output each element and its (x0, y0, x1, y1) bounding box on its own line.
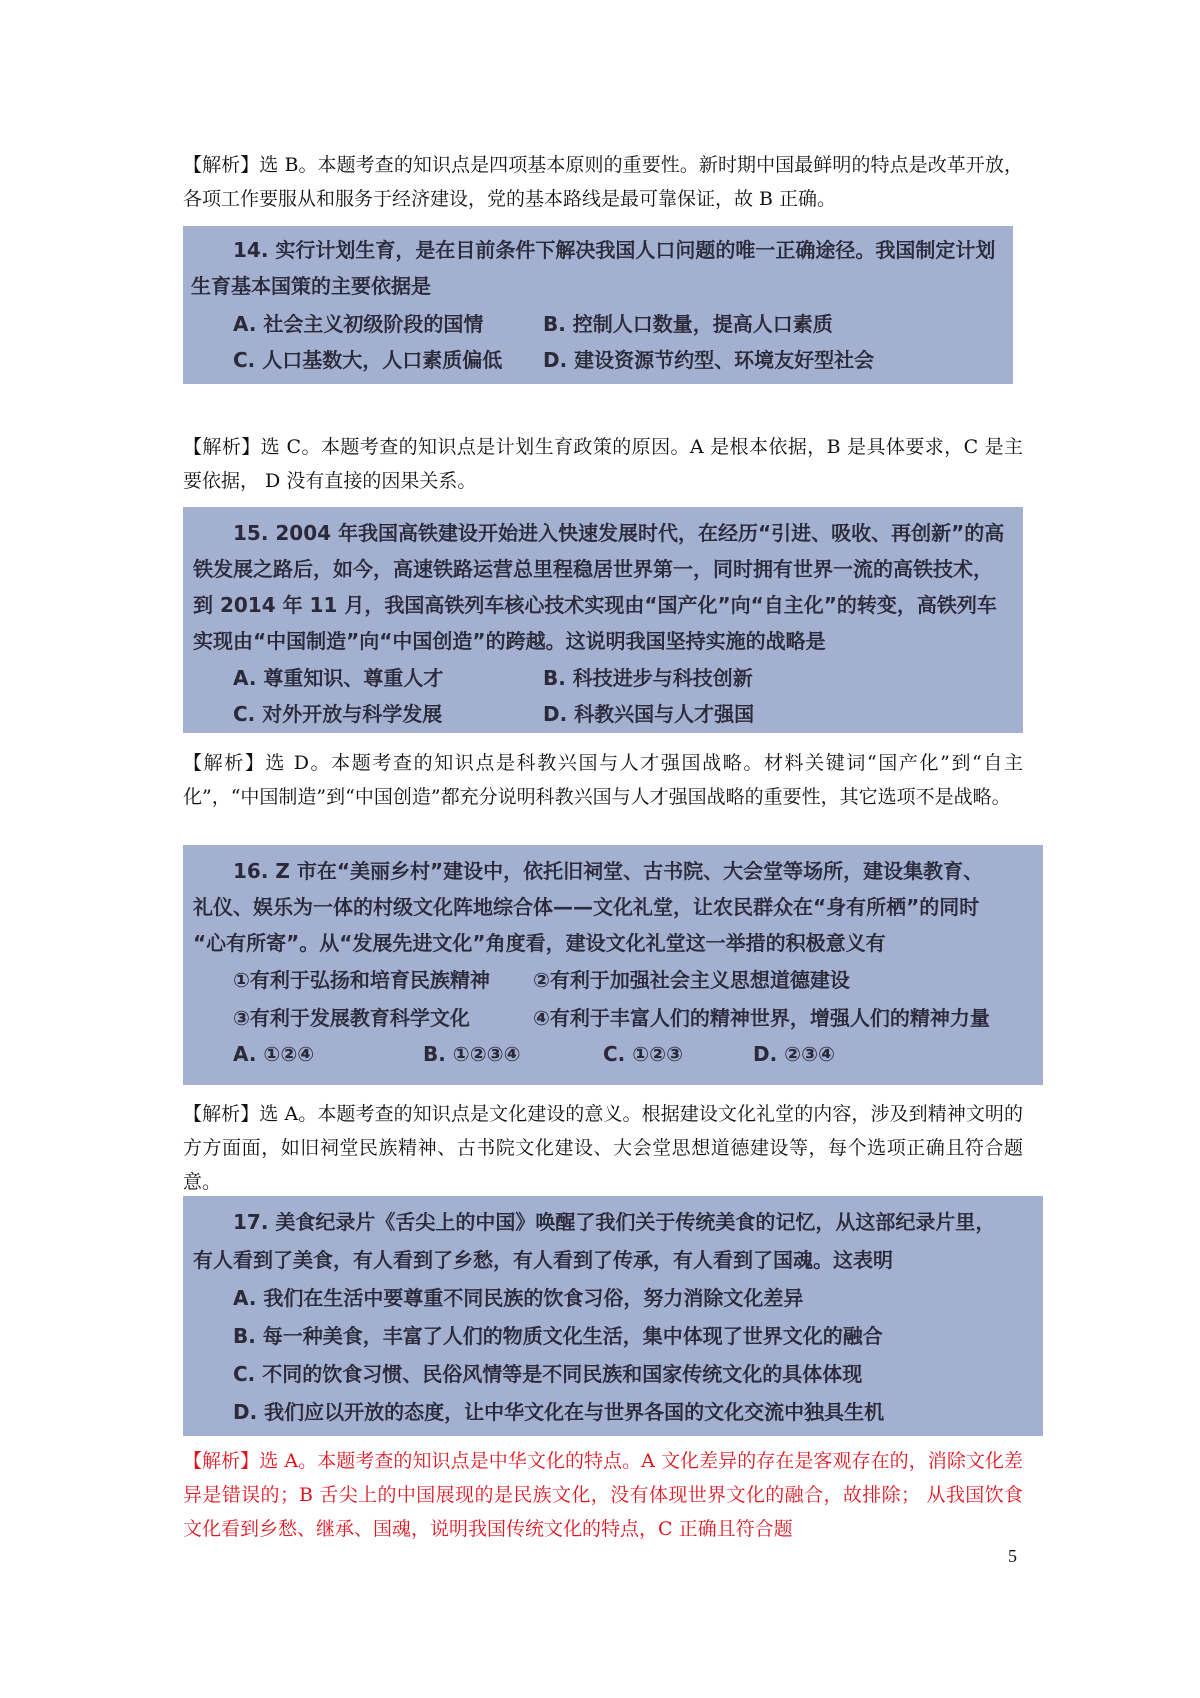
analysis-16: 【解析】选 A。本题考查的知识点是文化建设的意义。根据建设文化礼堂的内容，涉及到精神文明的方方面面，如旧祠堂民族精神、古书院文化建设、大会堂思想道德建设等，每个选项正确且符合题意。 (183, 1103, 1023, 1193)
q16-option-a: A. ①②④ (233, 1042, 315, 1066)
q16-item-3: ③有利于发展教育科学文化 (233, 1006, 470, 1030)
q14-option-a: A. 社会主义初级阶段的国情 (233, 312, 484, 336)
analysis-14: 【解析】选 C。本题考查的知识点是计划生育政策的原因。A 是根本依据，B 是具体要求，C 是主要依据， D 没有直接的因果关系。 (183, 436, 1023, 492)
q16-item-4: ④有利于丰富人们的精神世界，增强人们的精神力量 (533, 1006, 990, 1030)
q16-item-1: ①有利于弘扬和培育民族精神 (233, 968, 490, 992)
q16-stem-line-2: 礼仪、娱乐为一体的村级文化阵地综合体——文化礼堂，让农民群众在“身有所栖”的同时 (193, 895, 980, 919)
q15-stem-line-3: 到 2014 年 11 月，我国高铁列车核心技术实现由“国产化”向“自主化”的转变，高铁列车 (193, 593, 997, 617)
q15-option-d: D. 科教兴国与人才强国 (543, 702, 755, 726)
q16-stem-line-3: “心有所寄”。从“发展先进文化”角度看，建设文化礼堂这一举措的积极意义有 (193, 931, 886, 955)
q16-option-d: D. ②③④ (753, 1042, 835, 1066)
q14-option-b: B. 控制人口数量，提高人口素质 (543, 312, 833, 336)
q14-option-c: C. 人口基数大，人口素质偏低 (233, 348, 503, 372)
q15-stem-line-4: 实现由“中国制造”向“中国创造”的跨越。这说明我国坚持实施的战略是 (193, 629, 826, 653)
q15-stem-line-2: 铁发展之路后，如今，高速铁路运营总里程稳居世界第一，同时拥有世界一流的高铁技术， (193, 557, 993, 581)
question-17-scan (183, 1196, 1043, 1436)
q17-option-a: A. 我们在生活中要尊重不同民族的饮食习俗，努力消除文化差异 (233, 1286, 804, 1310)
q17-stem-line-1: 17. 美食纪录片《舌尖上的中国》唤醒了我们关于传统美食的记忆，从这部纪录片里， (233, 1210, 996, 1234)
q17-option-b: B. 每一种美食，丰富了人们的物质文化生活，集中体现了世界文化的融合 (233, 1324, 883, 1348)
q16-item-2: ②有利于加强社会主义思想道德建设 (533, 968, 850, 992)
analysis-15: 【解析】选 D。本题考查的知识点是科教兴国与人才强国战略。材料关键词“国产化”到“自主化”，“中国制造”到“中国创造”都充分说明科教兴国与人才强国战略的重要性，其它选项不是战略。 (183, 752, 1023, 808)
q16-stem-line-1: 16. Z 市在“美丽乡村”建设中，依托旧祠堂、古书院、大会堂等场所，建设集教育、 (233, 859, 984, 883)
q14-stem-line-2: 生育基本国策的主要依据是 (191, 274, 431, 298)
analysis-13: 【解析】选 B。本题考查的知识点是四项基本原则的重要性。新时期中国最鲜明的特点是改革开放，各项工作要服从和服务于经济建设，党的基本路线是最可靠保证，故 B 正确。 (183, 154, 1023, 210)
q15-option-a: A. 尊重知识、尊重人才 (233, 666, 444, 690)
question-16-scan (183, 845, 1043, 1085)
q15-option-c: C. 对外开放与科学发展 (233, 702, 443, 726)
question-15-scan (183, 507, 1023, 733)
q17-option-d: D. 我们应以开放的态度，让中华文化在与世界各国的文化交流中独具生机 (233, 1400, 885, 1424)
page-number: 5 (1008, 1546, 1017, 1566)
q14-stem-line-1: 14. 实行计划生育，是在目前条件下解决我国人口问题的唯一正确途径。我国制定计划 (233, 238, 996, 262)
q15-stem-line-1: 15. 2004 年我国高铁建设开始进入快速发展时代，在经历“引进、吸收、再创新”的高 (233, 521, 1005, 545)
q16-option-c: C. ①②③ (603, 1042, 684, 1066)
q17-option-c: C. 不同的饮食习惯、民俗风情等是不同民族和国家传统文化的具体体现 (233, 1362, 863, 1386)
q16-option-b: B. ①②③④ (423, 1042, 521, 1066)
q14-option-d: D. 建设资源节约型、环境友好型社会 (543, 348, 875, 372)
analysis-17: 【解析】选 A。本题考查的知识点是中华文化的特点。A 文化差异的存在是客观存在的，消除文化差异是错误的；B 舌尖上的中国展现的是民族文化，没有体现世界文化的融合，故排除； 从我国饮食文化看到乡愁、继承、国魂，说明我国传统文化的特点，C 正确且符合题 (183, 1450, 1023, 1540)
q17-stem-line-2: 有人看到了美食，有人看到了乡愁，有人看到了传承，有人看到了国魂。这表明 (193, 1248, 893, 1272)
question-14-scan (183, 226, 1013, 384)
q15-option-b: B. 科技进步与科技创新 (543, 666, 753, 690)
